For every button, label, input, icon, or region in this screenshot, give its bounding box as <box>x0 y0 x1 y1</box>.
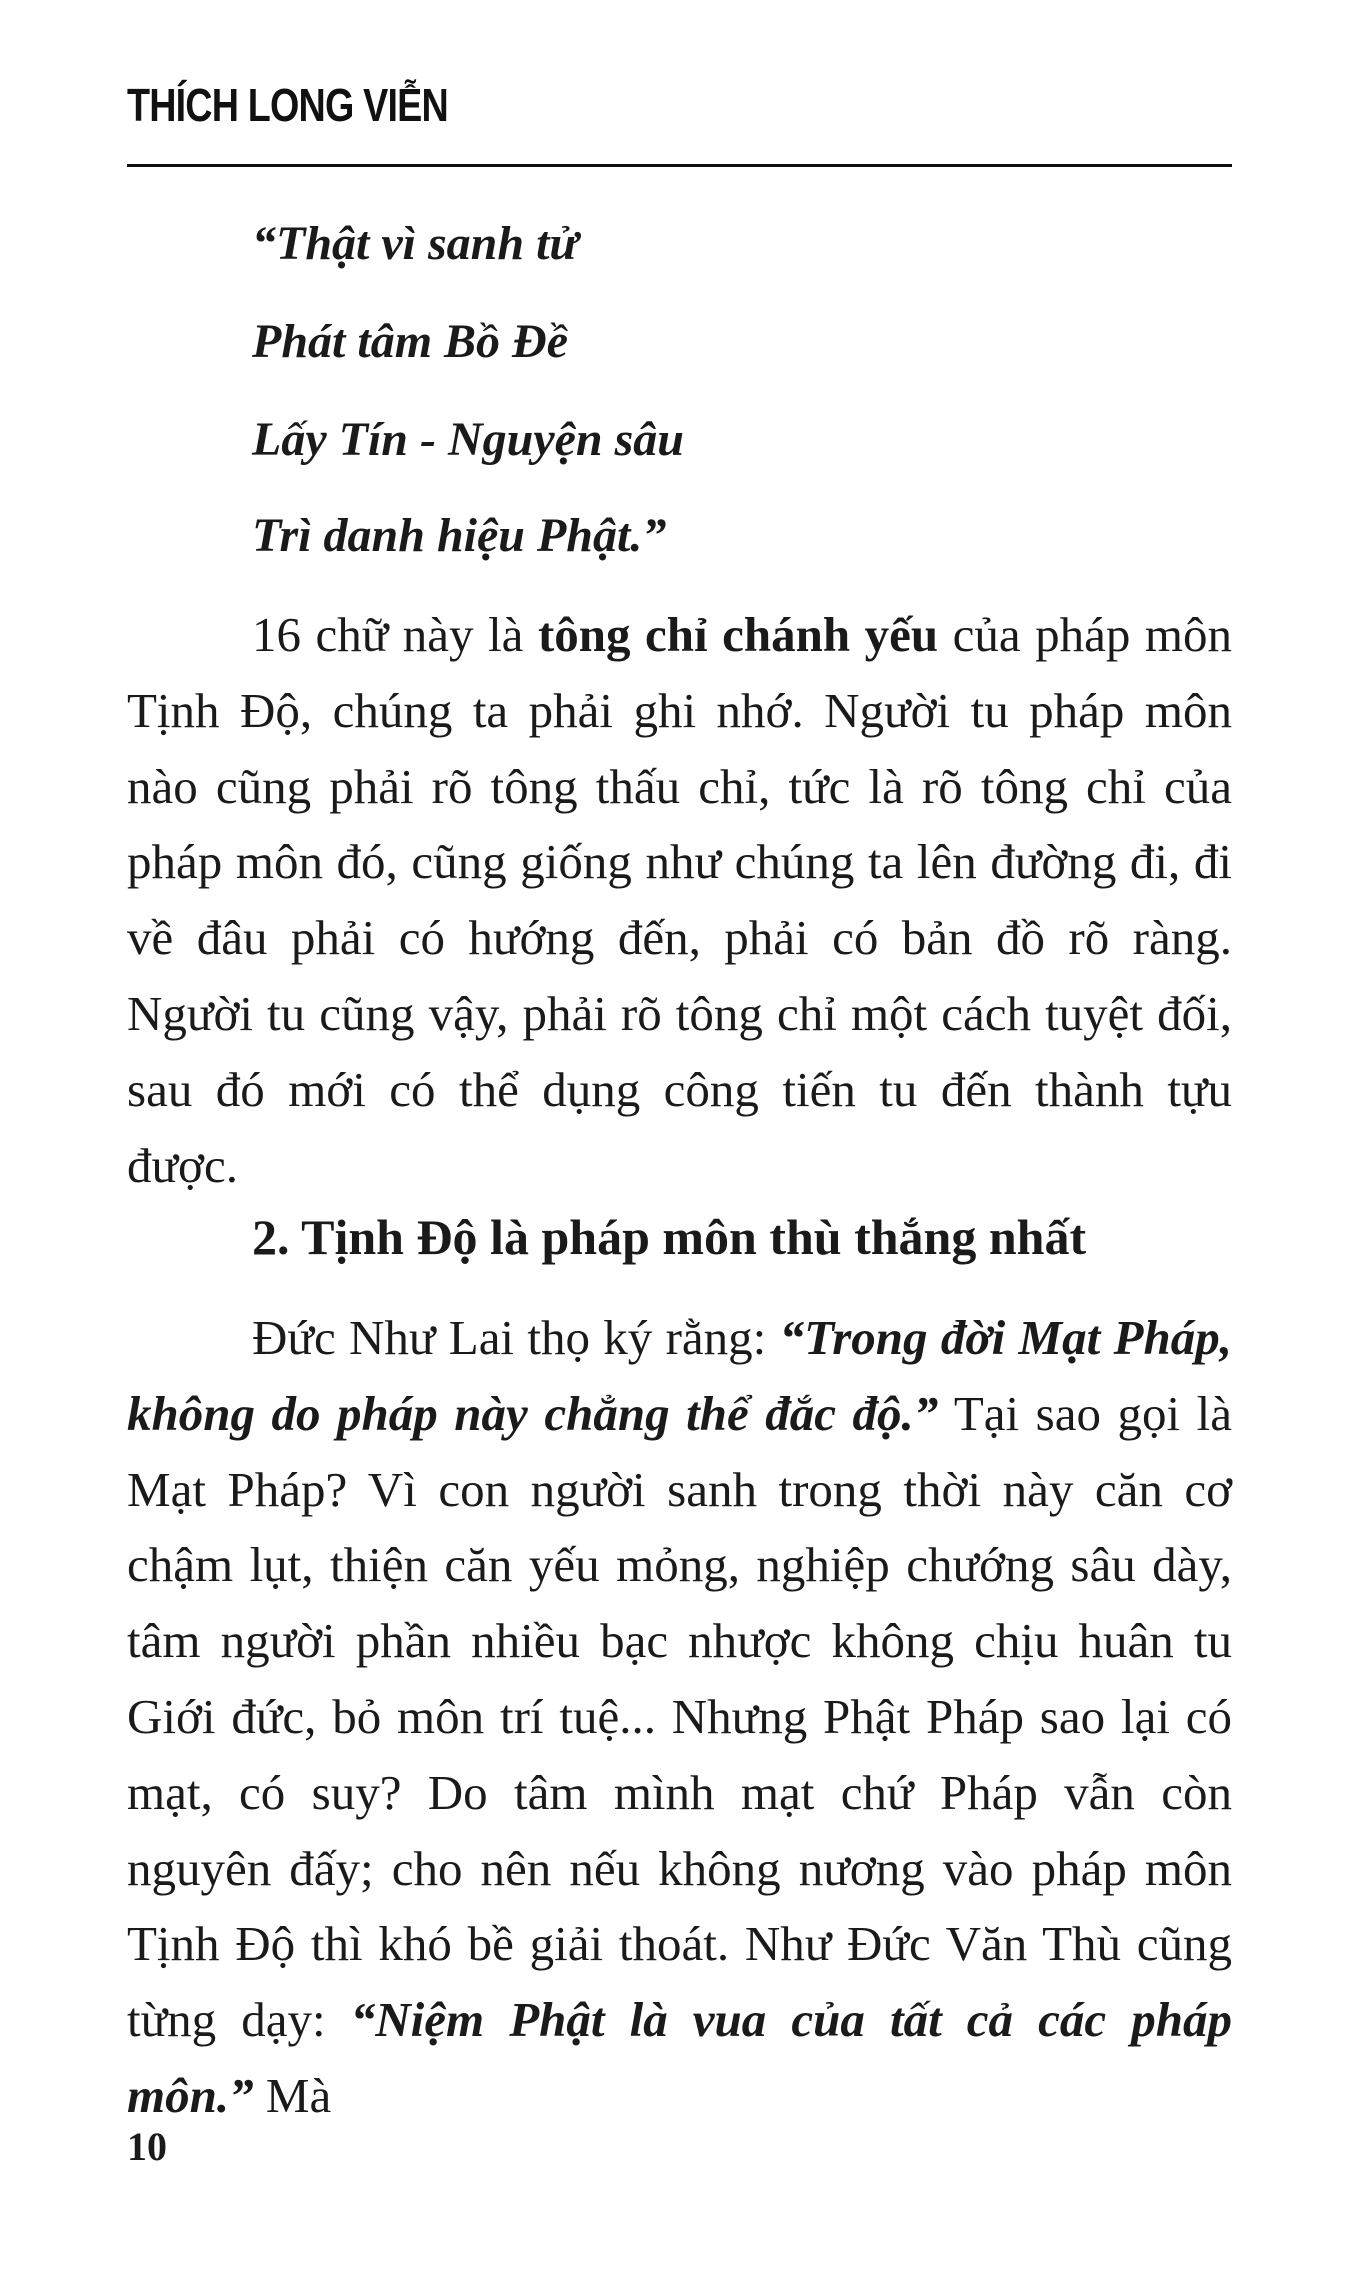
verse-line-3: Lấy Tín - Nguyện sâu <box>252 413 684 466</box>
quote-nhu-lai: “Trong đời Mạt Pháp, không do pháp này chẳng thể đắc độ.” <box>127 1310 1232 1441</box>
paragraph-2-intro: Đức Như Lai thọ ký rằng: <box>252 1310 780 1365</box>
verse-line-4: Trì danh hiệu Phật.” <box>252 509 667 562</box>
page-number: 10 <box>127 2124 167 2169</box>
section-heading: 2. Tịnh Độ là pháp môn thù thắng nhất <box>252 1209 1087 1265</box>
paragraph-1-lead: 16 chữ này là <box>252 607 538 662</box>
running-title: THÍCH LONG VIỄN <box>127 79 448 131</box>
emphasis-tong-chi: tông chỉ chánh yếu <box>537 607 939 662</box>
paragraph-2-body: Tại sao gọi là Mạt Pháp? Vì con người sanh trong thời này căn cơ chậm lụt, thiện căn yếu mỏng, nghiệp chướng sâu dày, tâm người phần nhiều bạc nhược không chịu huân tu Giới đức, bỏ môn trí tuệ... Nhưng Phật Pháp sao lại có mạt, có suy? Do tâm mình mạt chứ Pháp vẫn còn nguyên đấy; cho nên nếu không nương vào pháp môn Tịnh Độ thì khó bề giải thoát. Như Đức Văn Thù cũng từng dạy: <box>127 1385 1232 2048</box>
body-paragraph-2 <box>127 1300 1232 2134</box>
verse-line-1: “Thật vì sanh tử <box>252 217 579 270</box>
header-rule <box>127 164 1232 167</box>
verse-line-2: Phát tâm Bồ Đề <box>252 315 569 368</box>
paragraph-2-end: Mà <box>253 2067 332 2123</box>
quote-van-thu: “Niệm Phật là vua của tất cả các pháp môn.” <box>127 1992 1232 2123</box>
paragraph-1-body: của pháp môn Tịnh Độ, chúng ta phải ghi nhớ. Người tu pháp môn nào cũng phải rõ tông thấu chỉ, tức là rõ tông chỉ của pháp môn đó, cũng giống như chúng ta lên đường đi, đi về đâu phải có hướng đến, phải có bản đồ rõ ràng. Người tu cũng vậy, phải rõ tông chỉ một cách tuyệt đối, sau đó mới có thể dụng công tiến tu đến thành tựu được. <box>127 607 1233 1193</box>
body-paragraph-1 <box>127 597 1232 1203</box>
